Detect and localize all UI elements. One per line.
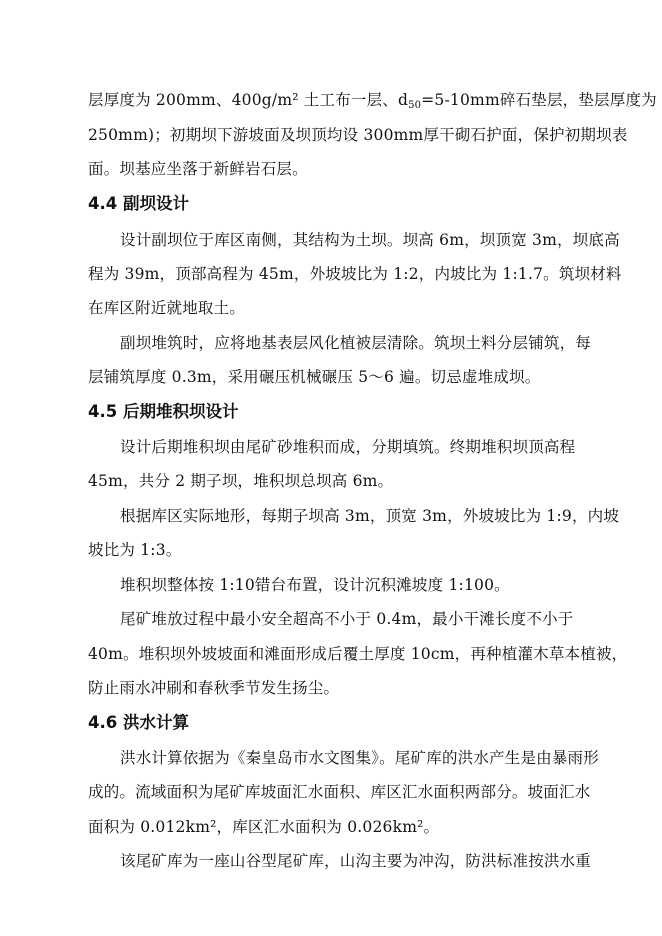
intro-line-1-pre: 层厚度为 200mm、400g/m² 土工布一层、d bbox=[88, 91, 409, 109]
section-4-4-p2-line-1: 副坝堆筑时，应将地基表层风化植被层清除。筑坝土料分层铺筑，每 bbox=[120, 334, 592, 352]
section-4-4-p2-line-2: 层铺筑厚度 0.3m，采用碾压机械碾压 5～6 遍。切忌虚堆成坝。 bbox=[88, 368, 541, 386]
section-4-6-p1-line-1: 洪水计算依据为《秦皇岛市水文图集》。尾矿库的洪水产生是由暴雨形 bbox=[120, 749, 599, 767]
section-heading-4-4: 4.4 副坝设计 bbox=[88, 194, 189, 213]
section-4-5-p1-line-2: 45m，共分 2 期子坝，堆积坝总坝高 6m。 bbox=[88, 472, 394, 490]
intro-line-1 bbox=[88, 88, 657, 111]
section-4-4-p1-line-1: 设计副坝位于库区南侧，其结构为土坝。坝高 6m，坝顶宽 3m，坝底高 bbox=[120, 231, 620, 249]
section-4-4-p1-line-3: 在库区附近就地取土。 bbox=[88, 299, 246, 317]
section-4-5-p4-line-1: 尾矿堆放过程中最小安全超高不小于 0.4m，最小干滩长度不小于 bbox=[120, 610, 574, 628]
intro-line-3: 面。坝基应坐落于新鲜岩石层。 bbox=[88, 160, 308, 178]
section-4-6-p1-line-3: 面积为 0.012km²，库区汇水面积为 0.026km²。 bbox=[88, 818, 440, 836]
section-4-5-p4-line-2: 40m。堆积坝外坡坡面和滩面形成后覆土厚度 10cm，再种植灌木草本植被， bbox=[88, 645, 628, 663]
intro-line-2: 250mm)；初期坝下游坡面及坝顶均设 300mm厚干砌石护面，保护初期坝表 bbox=[88, 126, 628, 144]
section-heading-4-6: 4.6 洪水计算 bbox=[88, 713, 189, 732]
section-4-5-p2-line-2: 坡比为 1:3。 bbox=[88, 541, 182, 559]
intro-line-1-subscript: 50 bbox=[408, 100, 422, 111]
section-4-6-p2-line-1: 该尾矿库为一座山谷型尾矿库，山沟主要为冲沟，防洪标准按洪水重 bbox=[120, 852, 592, 870]
section-4-4-p1-line-2: 程为 39m，顶部高程为 45m，外坡坡比为 1:2，内坡比为 1:1.7。筑坝材料 bbox=[88, 265, 622, 283]
intro-line-1-post: =5-10mm碎石垫层，垫层厚度为 bbox=[421, 91, 657, 109]
section-4-5-p1-line-1: 设计后期堆积坝由尾矿砂堆积而成，分期填筑。终期堆积坝顶高程 bbox=[120, 438, 576, 456]
section-4-5-p4-line-3: 防止雨水冲刷和春秋季节发生扬尘。 bbox=[88, 679, 340, 697]
section-4-5-p3-line-1: 堆积坝整体按 1:10错台布置，设计沉积滩坡度 1:100。 bbox=[120, 576, 510, 594]
section-4-5-p2-line-1: 根据库区实际地形，每期子坝高 3m，顶宽 3m，外坡坡比为 1:9，内坡 bbox=[120, 507, 620, 525]
section-4-6-p1-line-2: 成的。流域面积为尾矿库坡面汇水面积、库区汇水面积两部分。坡面汇水 bbox=[88, 783, 591, 801]
section-heading-4-5: 4.5 后期堆积坝设计 bbox=[88, 402, 239, 421]
